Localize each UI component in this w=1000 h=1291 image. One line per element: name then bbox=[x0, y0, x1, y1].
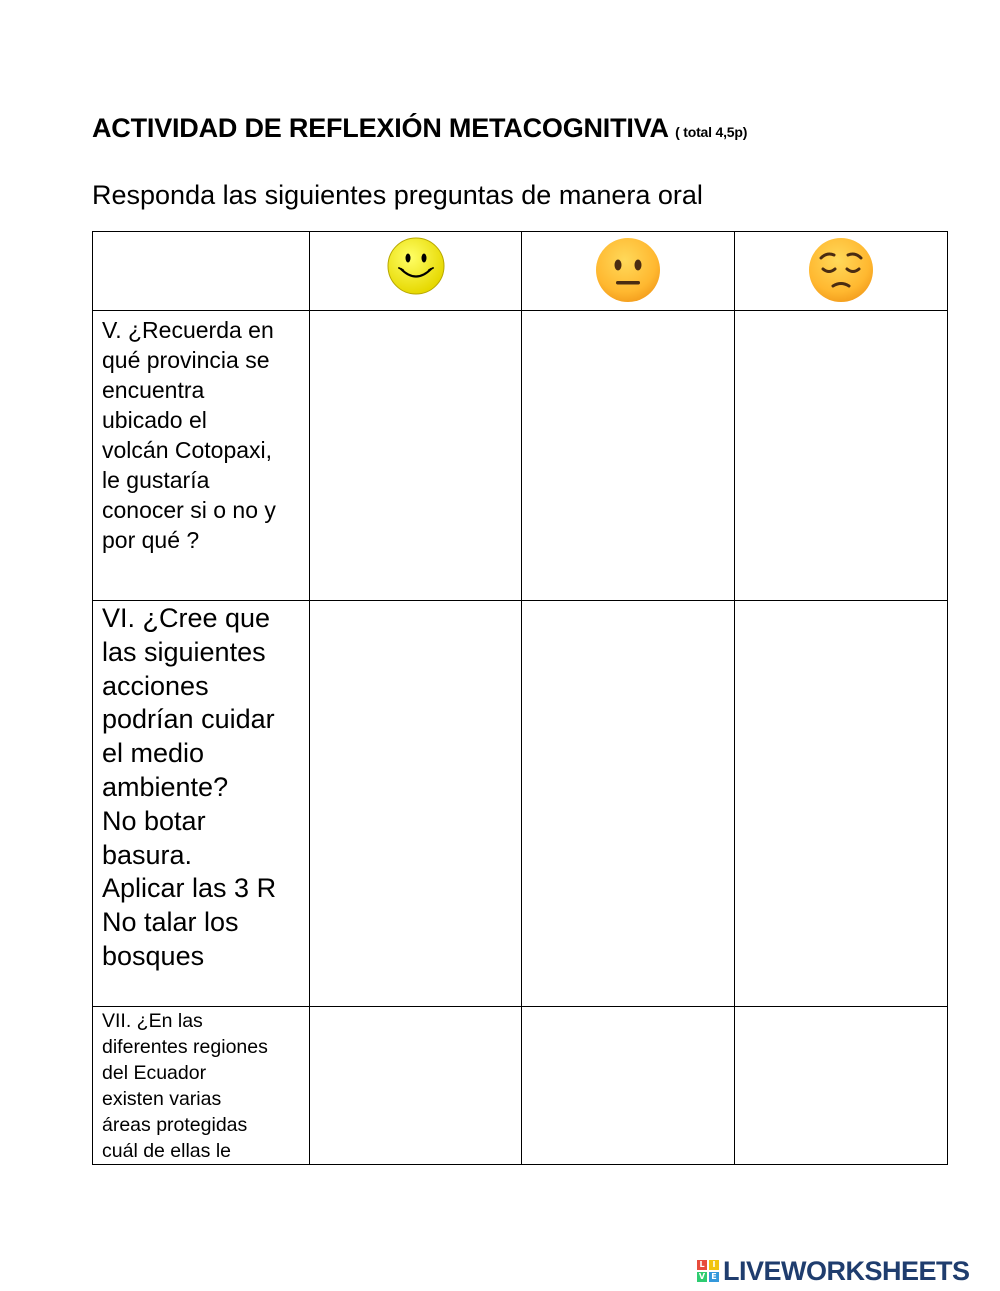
question-vii-text: VII. ¿En las diferentes regiones del Ecuador existen varias áreas protegidas cuál de ellas le bbox=[102, 1010, 268, 1162]
pensive-face-icon bbox=[807, 236, 875, 304]
question-cell bbox=[93, 311, 310, 601]
header-cell-neutral bbox=[522, 232, 734, 311]
question-cell bbox=[93, 601, 310, 1007]
answer-cell-happy[interactable] bbox=[310, 311, 522, 601]
answer-cell-sad[interactable] bbox=[734, 311, 947, 601]
smiley-face-icon bbox=[386, 236, 446, 296]
answer-cell-sad[interactable] bbox=[734, 601, 947, 1007]
title-text: ACTIVIDAD DE REFLEXIÓN METACOGNITIVA bbox=[92, 113, 668, 143]
header-cell-sad bbox=[734, 232, 947, 311]
question-v-text: V. ¿Recuerda en qué provincia se encuentra ubicado el volcán Cotopaxi, le gustaría conocer si o no y por qué ? bbox=[102, 317, 276, 553]
table-row bbox=[93, 311, 948, 601]
question-vi-text: VI. ¿Cree que las siguientes acciones podrían cuidar el medio ambiente? No botar basura. Aplicar las 3 R No talar los bosques bbox=[102, 603, 277, 971]
neutral-face-icon bbox=[594, 236, 662, 304]
table-header-row bbox=[93, 232, 948, 311]
instruction-text: Responda las siguientes preguntas de manera oral bbox=[92, 180, 703, 210]
table-row bbox=[93, 601, 948, 1007]
page-title bbox=[92, 113, 747, 144]
answer-cell-sad[interactable] bbox=[734, 1007, 947, 1165]
answer-cell-neutral[interactable] bbox=[522, 1007, 734, 1165]
brand-name: LIVEWORKSHEETS bbox=[723, 1256, 970, 1286]
answer-cell-neutral[interactable] bbox=[522, 601, 734, 1007]
question-cell bbox=[93, 1007, 310, 1165]
answer-cell-neutral[interactable] bbox=[522, 311, 734, 601]
table-row bbox=[93, 1007, 948, 1165]
reflection-table bbox=[92, 231, 948, 1165]
liveworksheets-brand[interactable] bbox=[697, 1256, 970, 1286]
header-cell-happy bbox=[310, 232, 522, 311]
liveworksheets-logo-icon: L I V E bbox=[697, 1260, 719, 1282]
points-note: ( total 4,5p) bbox=[675, 124, 748, 140]
header-empty-cell bbox=[93, 232, 310, 311]
answer-cell-happy[interactable] bbox=[310, 1007, 522, 1165]
answer-cell-happy[interactable] bbox=[310, 601, 522, 1007]
